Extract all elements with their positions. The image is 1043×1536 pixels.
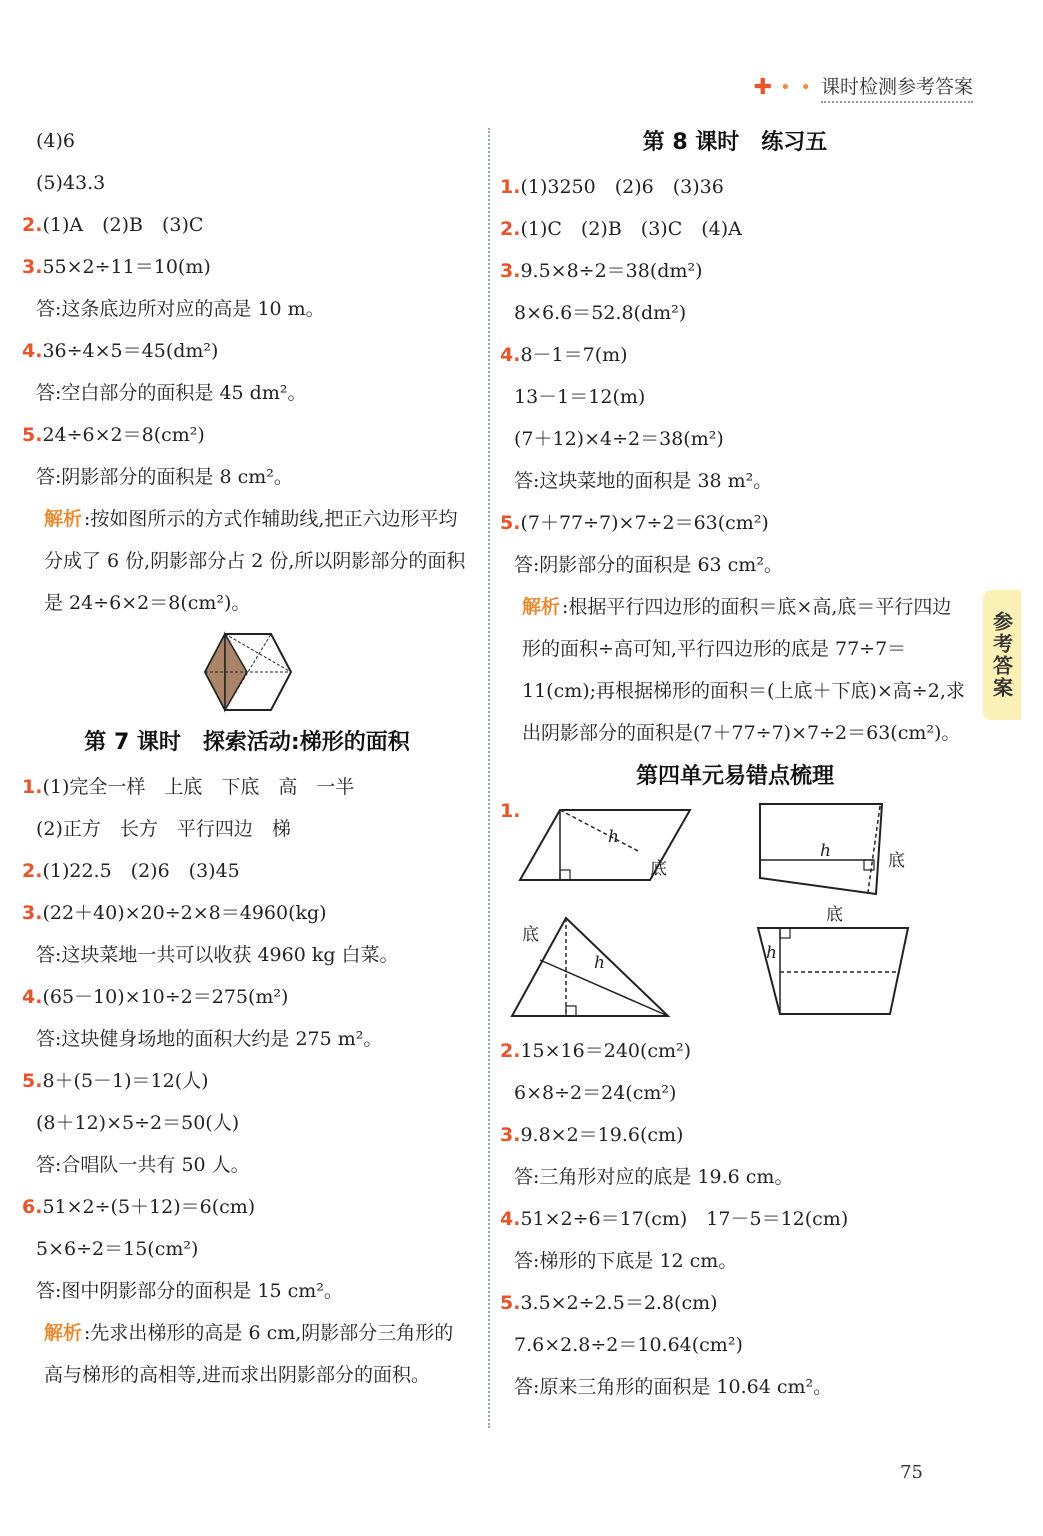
- question-number: 4.: [22, 340, 43, 362]
- r-question-1: [500, 166, 970, 208]
- analysis-paragraph: [500, 586, 970, 754]
- s7-question-5: [22, 1060, 472, 1102]
- column-divider: [488, 128, 490, 1428]
- r-question-4: [500, 334, 970, 376]
- answer-text: 15×16＝240(cm²): [520, 1040, 692, 1062]
- answer-text: 8＋(5－1)＝12(人): [42, 1070, 209, 1092]
- question-number: 3.: [500, 260, 521, 282]
- header-title: 课时检测参考答案: [821, 72, 973, 103]
- question-number: 4.: [500, 1208, 521, 1230]
- r-question-5: [500, 502, 970, 544]
- analysis-text: :按如图所示的方式作辅助线,把正六边形平均分成了 6 份,阴影部分占 2 份,所以阴影部分的面积是 24÷6×2＝8(cm²)。: [44, 508, 466, 614]
- answer-statement: 答:梯形的下底是 12 cm。: [514, 1250, 738, 1272]
- answer-text: (1)C (2)B (3)C (4)A: [520, 218, 742, 240]
- question-number: 3.: [22, 256, 43, 278]
- page-number: 75: [900, 1462, 923, 1483]
- answer-statement: 答:三角形对应的底是 19.6 cm。: [514, 1166, 794, 1188]
- answer-statement: 答:阴影部分的面积是 63 cm²。: [514, 554, 783, 576]
- s7-question-4: [22, 976, 472, 1018]
- question-2: [22, 204, 472, 246]
- question-number: 5.: [500, 1292, 521, 1314]
- answer-line: (7＋12)×4÷2＝38(m²): [514, 428, 724, 450]
- s7-question-2: [22, 850, 472, 892]
- answer-line: 13－1＝12(m): [514, 386, 646, 408]
- answer-statement: 答:原来三角形的面积是 10.64 cm²。: [514, 1376, 833, 1398]
- e-question-3: [500, 1114, 970, 1156]
- answer-text: 36÷4×5＝45(dm²): [42, 340, 219, 362]
- label-base: 底: [888, 851, 905, 871]
- question-number: 1.: [500, 176, 521, 198]
- question-number: 5.: [500, 512, 521, 534]
- hexagon-diagram: [201, 630, 293, 714]
- question-number: 3.: [22, 902, 43, 924]
- label-h: h: [594, 953, 605, 973]
- answer-text: 3.5×2÷2.5＝2.8(cm): [520, 1292, 718, 1314]
- section-title-lesson-8: 第 8 课时 练习五: [642, 130, 828, 155]
- answer-line: (4)6: [36, 130, 76, 152]
- question-number: 4.: [500, 344, 521, 366]
- analysis-label: 解析: [44, 508, 83, 530]
- plus-icon: ✚: [753, 75, 773, 100]
- answer-text: 24÷6×2＝8(cm²): [42, 424, 205, 446]
- question-number: 5.: [22, 1070, 43, 1092]
- answer-text: (1)22.5 (2)6 (3)45: [42, 860, 240, 882]
- answer-line: 5×6÷2＝15(cm²): [36, 1238, 199, 1260]
- r-question-2: [500, 208, 970, 250]
- answer-statement: 答:图中阴影部分的面积是 15 cm²。: [36, 1280, 343, 1302]
- answer-line: 8×6.6＝52.8(dm²): [514, 302, 687, 324]
- s7-question-1: [22, 766, 472, 808]
- answer-text: 51×2÷(5＋12)＝6(cm): [42, 1196, 256, 1218]
- label-h: h: [766, 943, 777, 963]
- answer-line: 7.6×2.8÷2＝10.64(cm²): [514, 1334, 743, 1356]
- answer-text: 51×2÷6＝17(cm) 17－5＝12(cm): [520, 1208, 849, 1230]
- analysis-paragraph: [22, 498, 472, 624]
- question-number: 1.: [22, 776, 43, 798]
- label-base: 底: [522, 925, 539, 945]
- answer-text: (1)3250 (2)6 (3)36: [520, 176, 724, 198]
- answer-text: 9.5×8÷2＝38(dm²): [520, 260, 703, 282]
- answer-text: (7＋77÷7)×7÷2＝63(cm²): [520, 512, 769, 534]
- answer-text: (65－10)×10÷2＝275(m²): [42, 986, 289, 1008]
- error-question-1-figures: [500, 800, 970, 1030]
- answer-text: 55×2÷11＝10(m): [42, 256, 211, 278]
- s7-question-3: [22, 892, 472, 934]
- answer-line: (8＋12)×5÷2＝50(人): [36, 1112, 240, 1134]
- analysis-text: :根据平行四边形的面积＝底×高,底＝平行四边形的面积÷高可知,平行四边形的底是 77÷7＝11(cm);再根据梯形的面积＝(上底＋下底)×高÷2,求出阴影部分的面积是(7＋77÷7)×7÷2＝63(cm²)。: [522, 596, 965, 744]
- answer-line: 6×8÷2＝24(cm²): [514, 1082, 677, 1104]
- answer-text: (1)完全一样 上底 下底 高 一半: [42, 776, 355, 798]
- label-h: h: [608, 827, 619, 847]
- question-number: 2.: [22, 214, 43, 236]
- e-question-5: [500, 1282, 970, 1324]
- question-number: 2.: [500, 218, 521, 240]
- question-4: [22, 330, 472, 372]
- label-h: h: [820, 841, 831, 861]
- answer-line: (5)43.3: [36, 172, 106, 194]
- r-question-3: [500, 250, 970, 292]
- answer-text: 8－1＝7(m): [520, 344, 628, 366]
- analysis-label: 解析: [522, 596, 561, 618]
- answer-statement: 答:空白部分的面积是 45 dm²。: [36, 382, 307, 404]
- answer-text: (22＋40)×20÷2×8＝4960(kg): [42, 902, 327, 924]
- s7-question-6: [22, 1186, 472, 1228]
- height-base-diagrams: [510, 800, 970, 1030]
- e-question-2: [500, 1030, 970, 1072]
- question-number: 3.: [500, 1124, 521, 1146]
- question-3: [22, 246, 472, 288]
- answer-statement: 答:这块健身场地的面积大约是 275 m²。: [36, 1028, 383, 1050]
- page-header: [754, 72, 973, 103]
- question-number: 2.: [22, 860, 43, 882]
- answer-statement: 答:阴影部分的面积是 8 cm²。: [36, 466, 293, 488]
- answer-text: (1)A (2)B (3)C: [42, 214, 204, 236]
- analysis-paragraph: [22, 1312, 472, 1396]
- label-base: 底: [826, 905, 843, 925]
- answer-statement: 答:这块菜地的面积是 38 m²。: [514, 470, 773, 492]
- label-base: 底: [650, 859, 667, 879]
- answer-text: 9.8×2＝19.6(cm): [520, 1124, 684, 1146]
- side-tab-label: 参考答案: [989, 611, 1014, 699]
- answer-statement: 答:这块菜地一共可以收获 4960 kg 白菜。: [36, 944, 399, 966]
- side-tab: [983, 590, 1021, 720]
- answer-statement: 答:合唱队一共有 50 人。: [36, 1154, 250, 1176]
- section-title-lesson-7: 第 7 课时 探索活动:梯形的面积: [84, 730, 410, 755]
- dots-decoration: • •: [780, 77, 813, 98]
- section-title-unit-4-errors: 第四单元易错点梳理: [635, 764, 834, 789]
- hexagon-figure: [22, 624, 472, 720]
- left-column: [22, 120, 472, 1396]
- answer-statement: 答:这条底边所对应的高是 10 m。: [36, 298, 325, 320]
- question-number: 4.: [22, 986, 43, 1008]
- question-number: 1.: [500, 800, 521, 822]
- e-question-4: [500, 1198, 970, 1240]
- right-column: [500, 120, 970, 1408]
- answer-line: (2)正方 长方 平行四边 梯: [36, 818, 291, 840]
- question-number: 2.: [500, 1040, 521, 1062]
- question-number: 6.: [22, 1196, 43, 1218]
- analysis-text: :先求出梯形的高是 6 cm,阴影部分三角形的高与梯形的高相等,进而求出阴影部分的面积。: [44, 1322, 454, 1386]
- analysis-label: 解析: [44, 1322, 83, 1344]
- question-5: [22, 414, 472, 456]
- question-number: 5.: [22, 424, 43, 446]
